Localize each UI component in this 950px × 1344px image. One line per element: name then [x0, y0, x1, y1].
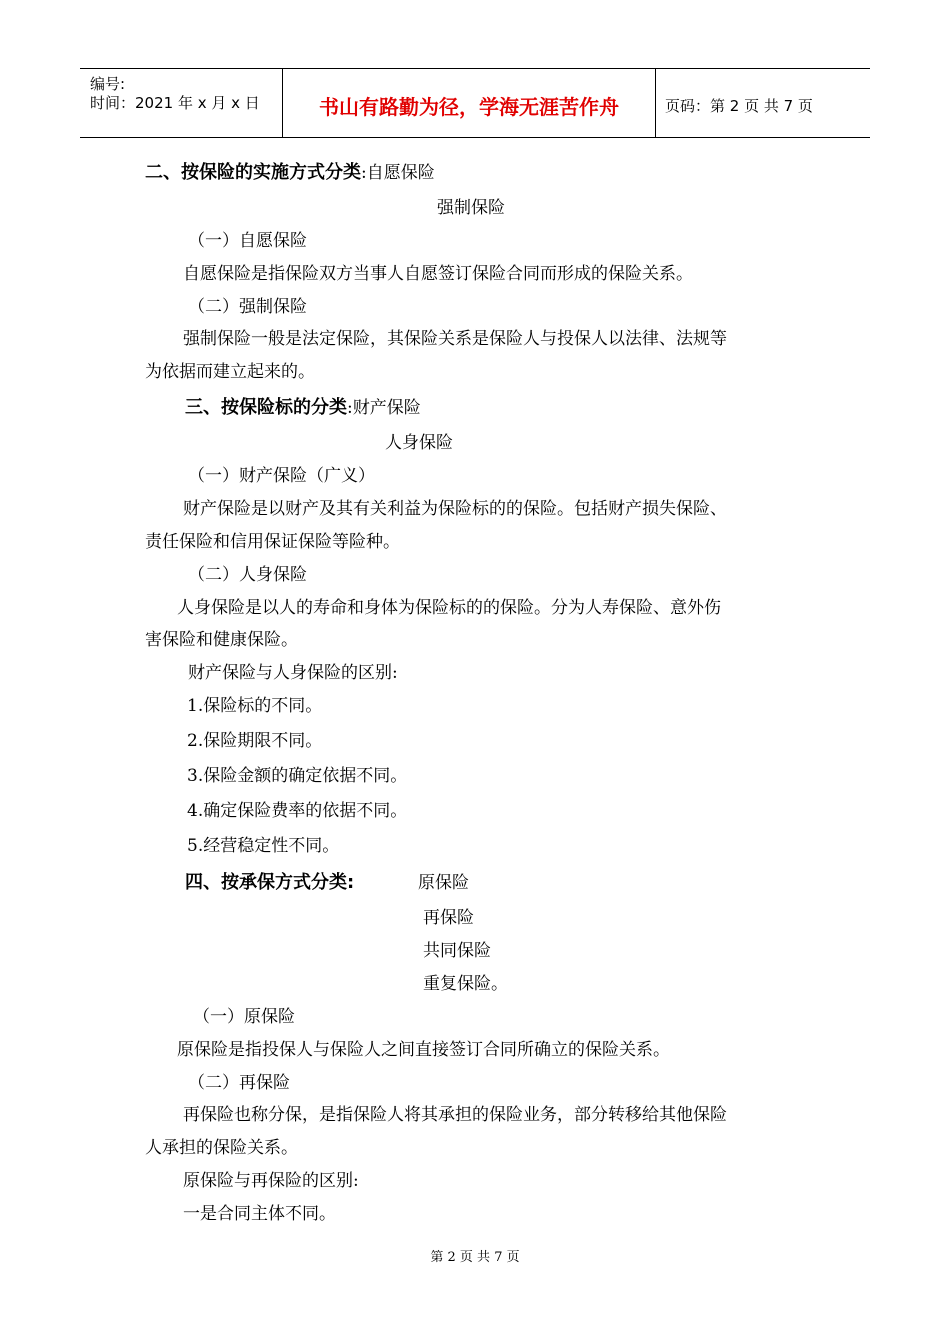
section-3-text-2a: 人身保险是以人的寿命和身体为保险标的的保险。分为人寿保险、意外伤: [177, 598, 721, 618]
section-4-heading-text: 四、按承保方式分类:: [185, 872, 355, 893]
section-3-text-1b: 责任保险和信用保证保险等险种。: [145, 532, 400, 552]
section-4-item-4: 重复保险。: [423, 974, 508, 994]
page-code: 页码：第 2 页 共 7 页: [665, 97, 813, 115]
section-2-heading-line: [145, 162, 435, 184]
section-4-item-3: 共同保险: [423, 941, 491, 961]
section-3-sub-2: （二）人身保险: [188, 565, 307, 585]
section-2-sub-1: （一）自愿保险: [188, 231, 307, 251]
section-3-heading: 三、按保险标的分类: [185, 397, 347, 418]
section-3-heading-line: [185, 397, 421, 419]
section-4-diff-title: 原保险与再保险的区别:: [183, 1171, 359, 1191]
time-label: 时间：2021 年 x 月 x 日: [90, 94, 260, 112]
section-2-sub-2: （二）强制保险: [188, 297, 307, 317]
diff-item: 4.确定保险费率的依据不同。: [187, 801, 408, 821]
section-2-text-2a: 强制保险一般是法定保险，其保险关系是保险人与投保人以法律、法规等: [183, 329, 727, 349]
diff-item: 5.经营稳定性不同。: [187, 836, 340, 856]
section-2-item-2: 强制保险: [437, 198, 505, 218]
section-3-item-1: :财产保险: [347, 398, 421, 418]
header-left-cell: [80, 69, 282, 137]
section-4-text-2b: 人承担的保险关系。: [145, 1138, 298, 1158]
section-3-text-2b: 害保险和健康保险。: [145, 630, 298, 650]
diff-item: 1.保险标的不同。: [187, 696, 323, 716]
section-3-diff-title: 财产保险与人身保险的区别:: [188, 663, 398, 683]
section-4-diff-1: 一是合同主体不同。: [183, 1204, 336, 1224]
number-label: 编号:: [90, 75, 126, 93]
section-4-sub-1: （一）原保险: [193, 1007, 295, 1027]
section-2-heading: 二、按保险的实施方式分类: [145, 162, 361, 183]
diff-item: 3.保险金额的确定依据不同。: [187, 766, 408, 786]
section-4-item-1: 原保险: [418, 873, 469, 893]
section-4-text-2a: 再保险也称分保，是指保险人将其承担的保险业务，部分转移给其他保险: [183, 1105, 727, 1125]
section-4-text-1: 原保险是指投保人与保险人之间直接签订合同所确立的保险关系。: [177, 1040, 670, 1060]
page-footer: 第 2 页 共 7 页: [430, 1250, 520, 1265]
section-4-sub-2: （二）再保险: [188, 1073, 290, 1093]
section-2-text-2b: 为依据而建立起来的。: [145, 362, 315, 382]
diff-item: 2.保险期限不同。: [187, 731, 323, 751]
section-2-text-1: 自愿保险是指保险双方当事人自愿签订保险合同而形成的保险关系。: [183, 264, 693, 284]
section-3-item-2: 人身保险: [385, 433, 453, 453]
header-right-cell: [655, 69, 870, 137]
page-header: [80, 68, 870, 138]
section-3-sub-1: （一）财产保险（广义）: [188, 466, 375, 486]
section-2-item-1: :自愿保险: [361, 163, 435, 183]
section-4-item-2: 再保险: [423, 908, 474, 928]
header-center-cell: [282, 69, 656, 137]
section-3-text-1a: 财产保险是以财产及其有关利益为保险标的的保险。包括财产损失保险、: [183, 499, 727, 519]
motto: 书山有路勤为径，学海无涯苦作舟: [319, 95, 619, 119]
section-4-heading: [185, 872, 354, 894]
